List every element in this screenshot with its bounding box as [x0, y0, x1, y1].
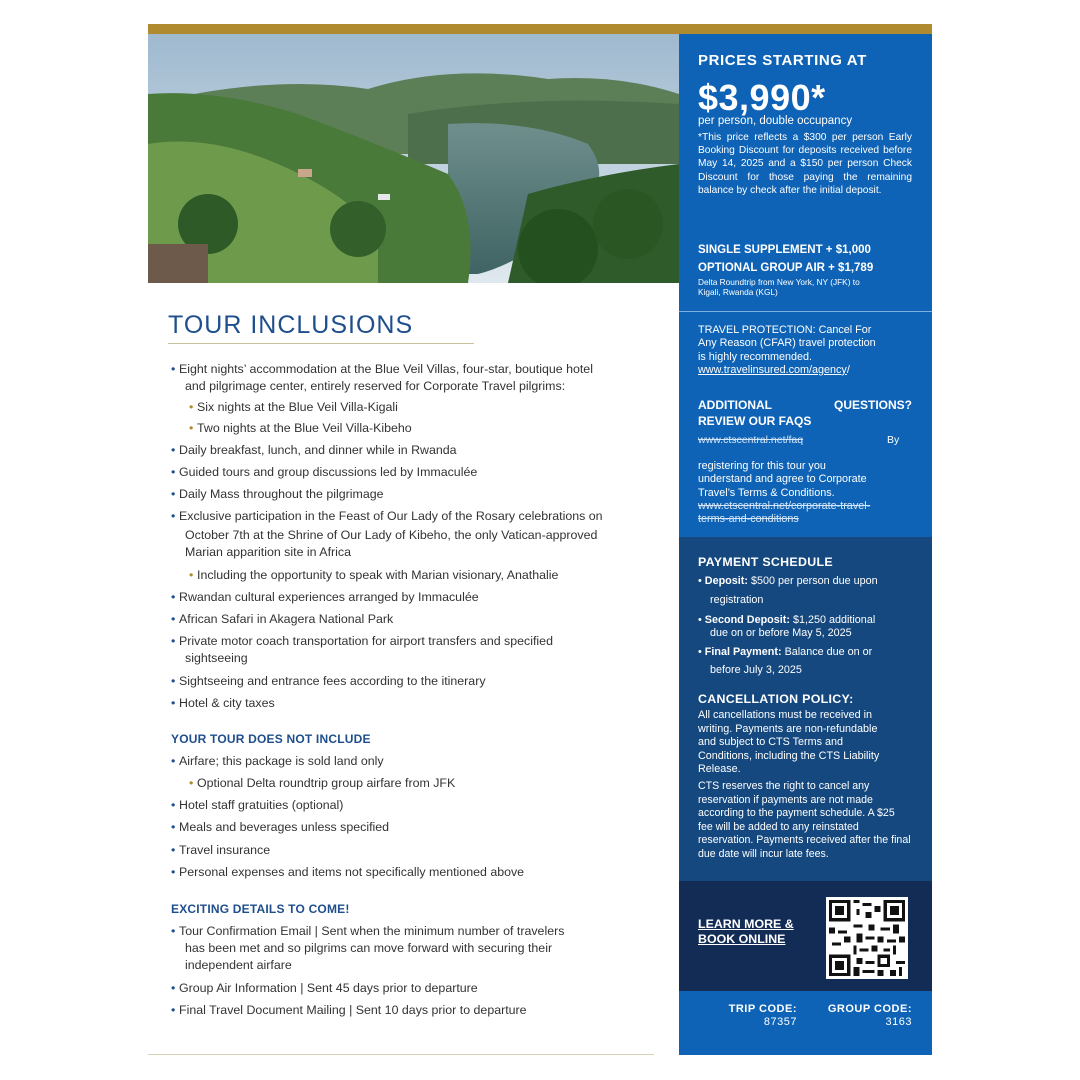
- list-item: • Travel insurance: [172, 842, 662, 859]
- list-item: • Optional Delta roundtrip group airfare from JFK: [172, 775, 662, 792]
- list-item: • Daily breakfast, lunch, and dinner while in Rwanda: [172, 442, 662, 459]
- faq-heading: ADDITIONAL QUESTIONS?: [698, 398, 912, 412]
- final-payment-line: • Final Payment: Balance due on or: [698, 646, 873, 658]
- faq-link[interactable]: www.ctscentral.net/faq: [698, 434, 804, 446]
- bottom-divider: [148, 1054, 654, 1055]
- list-item: • Hotel & city taxes: [172, 695, 662, 712]
- terms-text: registering for this tour you understand and agree to Corporate Travel’s Terms & Conditions. www.ctscentral.net/corporate-travel- terms-and-conditions: [698, 460, 871, 526]
- list-item: • Exclusive participation in the Feast of Our Lady of the Rosary celebrations on October 7th at the Shrine of Our Lady of Kibeho, the only Vatican-approved Marian apparition site in Africa: [172, 508, 662, 561]
- list-item: • Private motor coach transportation for airport transfers and specified sightseeing: [172, 633, 662, 667]
- list-item: • Including the opportunity to speak with Marian visionary, Anathalie: [172, 567, 662, 584]
- list-item: • Guided tours and group discussions led by Immaculée: [172, 464, 662, 481]
- details-list: [172, 923, 662, 1019]
- list-item: • Final Travel Document Mailing | Sent 10 days prior to departure: [172, 1002, 662, 1019]
- list-item: • African Safari in Akagera National Park: [172, 611, 662, 628]
- payment-schedule-heading: PAYMENT SCHEDULE: [698, 555, 833, 569]
- pricing-sidebar: [679, 34, 932, 1055]
- codes-panel: [679, 991, 932, 1055]
- optional-group-air: OPTIONAL GROUP AIR + $1,789: [698, 262, 874, 274]
- cancellation-text: All cancellations must be received in writing. Payments are non-refundable and subject to CTS Terms and Conditions, including the CTS Liability Release.: [698, 709, 880, 775]
- list-item: • Personal expenses and items not specifically mentioned above: [172, 864, 662, 881]
- list-item: • Group Air Information | Sent 45 days prior to departure: [172, 980, 662, 997]
- top-gold-bar: [148, 24, 932, 34]
- learn-more-book-online-link[interactable]: LEARN MORE & BOOK ONLINE: [698, 917, 794, 946]
- deposit-line-2: registration: [710, 594, 764, 606]
- list-item: • Meals and beverages unless specified: [172, 819, 662, 836]
- qr-code-icon[interactable]: [826, 897, 908, 979]
- travel-protection: TRAVEL PROTECTION: Cancel For Any Reason (CFAR) travel protection is highly recommended. www.travelinsured.com/agency/: [698, 324, 876, 376]
- booking-panel: [679, 881, 932, 991]
- lake-landscape-photo: [148, 34, 679, 283]
- price-value: $3,990*: [698, 77, 826, 118]
- list-item: • Eight nights’ accommodation at the Blue Veil Villas, four-star, boutique hotel and pilgrimage center, entirely reserved for Corporate Travel pilgrims:: [172, 361, 662, 395]
- list-item: • Six nights at the Blue Veil Villa-Kigali: [172, 399, 662, 416]
- tour-inclusions-title: TOUR INCLUSIONS: [168, 311, 414, 339]
- cancellation-heading: CANCELLATION POLICY:: [698, 692, 854, 706]
- price-note: *This price reflects a $300 per person Early Booking Discount for deposits received before May 14, 2025 and a $150 per person Check Discount for those paying the remaining balance by check after the initial deposit.: [698, 132, 912, 196]
- faq-heading-2: REVIEW OUR FAQS: [698, 414, 812, 428]
- travel-insurance-link[interactable]: www.travelinsured.com/agency: [698, 363, 847, 376]
- group-code: GROUP CODE: 3163: [827, 1003, 912, 1028]
- list-item: • Tour Confirmation Email | Sent when the minimum number of travelers has been met and so pilgrims can move forward with securing their independent airfare: [172, 923, 662, 974]
- list-item: • Sightseeing and entrance fees according to the itinerary: [172, 673, 662, 690]
- faq-by-text: By: [887, 434, 900, 446]
- not-include-heading: YOUR TOUR DOES NOT INCLUDE: [171, 732, 371, 746]
- details-heading: EXCITING DETAILS TO COME!: [171, 902, 350, 916]
- final-payment-line-2: before July 3, 2025: [710, 664, 802, 676]
- air-note: Delta Roundtrip from New York, NY (JFK) to Kigali, Rwanda (KGL): [698, 277, 860, 297]
- pricing-divider: [679, 311, 932, 312]
- inclusions-list: [172, 361, 662, 712]
- terms-link[interactable]: www.ctscentral.net/corporate-travel- terms-and-conditions: [698, 499, 871, 526]
- cancellation-text-2: CTS reserves the right to cancel any reservation if payments are not made according to the payment schedule. A $25 fee will be added to any reinstated reservation. Payments received after the final due date will incur late fees.: [698, 780, 911, 860]
- list-item: • Airfare; this package is sold land only: [172, 753, 662, 770]
- second-deposit-line: • Second Deposit: $1,250 additional: [698, 614, 876, 626]
- second-deposit-line-2: due on or before May 5, 2025: [710, 627, 852, 639]
- prices-heading: PRICES STARTING AT: [698, 52, 867, 69]
- payment-panel: [679, 537, 932, 881]
- trip-code: TRIP CODE: 87357: [728, 1003, 797, 1028]
- list-item: • Two nights at the Blue Veil Villa-Kibeho: [172, 420, 662, 437]
- price-basis: per person, double occupancy: [698, 115, 853, 127]
- not-include-list: [172, 753, 662, 881]
- deposit-line: • Deposit: $500 per person due upon: [698, 575, 878, 587]
- list-item: • Hotel staff gratuities (optional): [172, 797, 662, 814]
- list-item: • Rwandan cultural experiences arranged by Immaculée: [172, 589, 662, 606]
- tour-details-column: [148, 283, 679, 1055]
- single-supplement: SINGLE SUPPLEMENT + $1,000: [698, 244, 871, 256]
- title-underline: [168, 343, 474, 344]
- pricing-panel: [679, 34, 932, 537]
- list-item: • Daily Mass throughout the pilgrimage: [172, 486, 662, 503]
